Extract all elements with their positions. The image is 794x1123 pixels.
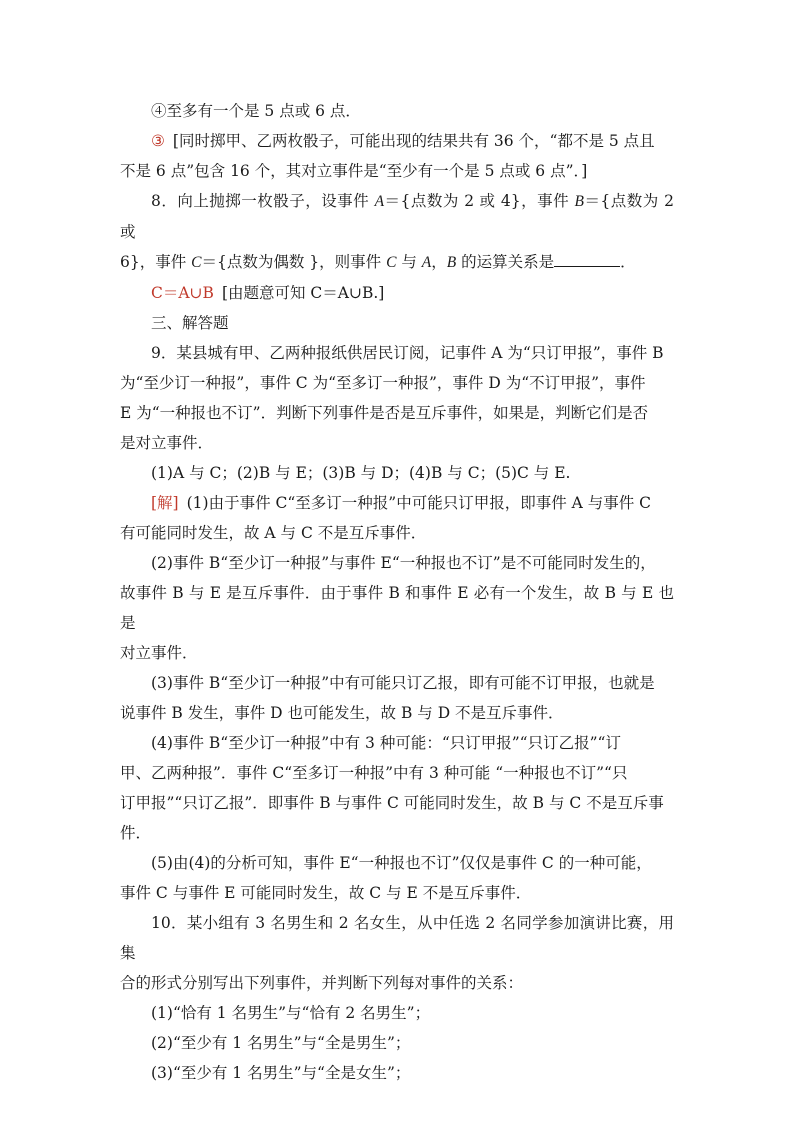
q10-line1: 10．某小组有 3 名男生和 2 名女生，从中任选 2 名同学参加演讲比赛，用集 xyxy=(120,914,674,962)
q8-explain: [由题意可知 C＝A∪B.] xyxy=(221,284,385,302)
q9-solution-4b: 甲、乙两种报”．事件 C“至多订一种报”中有 3 种可能 “一种报也不订”“只 xyxy=(120,764,628,782)
q9-solution-4c: 订甲报”“只订乙报”．即事件 B 与事件 C 可能同时发生，故 B 与 C 不是互斥事 xyxy=(120,794,664,812)
q9-solution-4a: (4)事件 B“至少订一种报”中有 3 种可能：“只订甲报”“只订乙报”“订 xyxy=(151,734,621,752)
q8-answer-blank xyxy=(554,248,620,267)
q8-text: 与 xyxy=(396,253,422,271)
q8-line1 xyxy=(120,186,674,247)
q8-text: ． xyxy=(620,253,636,271)
solution-label: [解] xyxy=(151,494,179,512)
q9-solution-1 xyxy=(120,488,674,518)
q9-solution-3a: (3)事件 B“至少订一种报”中有可能只订乙报，即有可能不订甲报，也就是 xyxy=(151,674,655,692)
q8-text: 8．向上抛掷一枚骰子，设事件 xyxy=(151,192,375,210)
q9-solution-2b: 故事件 B 与 E 是互斥事件．由于事件 B 和事件 E 必有一个发生，故 B 与 E 也是 xyxy=(120,584,674,632)
solution-text: (1)由于事件 C“至多订一种报”中可能只订甲报，即事件 A 与事件 C xyxy=(186,494,652,512)
q9-solution-3b: 说事件 B 发生，事件 D 也可能发生，故 B 与 D 不是互斥事件． xyxy=(120,704,564,722)
q8-answer: C＝A∪B xyxy=(151,284,214,302)
q9-solution-4d: 件． xyxy=(120,824,152,842)
q7-answer: ③ xyxy=(151,132,165,150)
q10-line2: 合的形式分别写出下列事件，并判断下列每对事件的关系： xyxy=(120,974,524,992)
page-content xyxy=(120,96,674,1088)
q8-text: ＝{点数为 2 或 xyxy=(120,192,675,241)
q8-var: B xyxy=(446,254,457,271)
q8-text: ＝{点数为 2 或 4}，事件 xyxy=(384,192,575,210)
q7-item4: ④至多有一个是 5 点或 6 点． xyxy=(151,102,361,120)
q9-solution-5a: (5)由(4)的分析可知，事件 E“一种报也不订”仅仅是事件 C 的一种可能， xyxy=(151,854,652,872)
q9-parts: (1)A 与 C；(2)B 与 E；(3)B 与 D；(4)B 与 C；(5)C 与 E. xyxy=(151,464,571,482)
q8-var: C xyxy=(191,254,202,271)
q7-explain-1: [同时掷甲、乙两枚骰子，可能出现的结果共有 36 个，“都不是 5 点且 xyxy=(172,132,655,150)
q9-line2: 为“至少订一种报”，事件 C 为“至多订一种报”，事件 D 为“不订甲报”，事件 xyxy=(120,374,646,392)
q9-line1: 9．某县城有甲、乙两种报纸供居民订阅，记事件 A 为“只订甲报”，事件 B xyxy=(151,344,664,362)
q8-var: C xyxy=(386,254,397,271)
q9-solution-2a: (2)事件 B“至少订一种报”与事件 E“一种报也不订”是不可能同时发生的， xyxy=(151,554,656,572)
q8-var: A xyxy=(421,254,432,271)
q10-part2: (2)“至少有 1 名男生”与“全是男生”； xyxy=(151,1034,411,1052)
q9-solution-5b: 事件 C 与事件 E 可能同时发生，故 C 与 E 不是互斥事件． xyxy=(120,884,532,902)
q8-text: 6}，事件 xyxy=(120,253,192,271)
q9-solution-1b: 有可能同时发生，故 A 与 C 不是互斥事件． xyxy=(120,524,427,542)
q9-solution-2c: 对立事件． xyxy=(120,644,198,662)
q7-answer-line xyxy=(120,126,674,156)
q8-text: ＝{点数为偶数 }，则事件 xyxy=(201,253,387,271)
q8-line2 xyxy=(120,247,674,278)
q8-text: 的运算关系是 xyxy=(456,253,555,271)
q8-var: B xyxy=(574,193,584,210)
q9-line3: E 为“一种报也不订”．判断下列事件是否是互斥事件，如果是，判断它们是否 xyxy=(120,404,649,422)
q8-var: A xyxy=(374,193,385,210)
q10-part1: (1)“恰有 1 名男生”与“恰有 2 名男生”； xyxy=(151,1004,431,1022)
q7-explain-2: 不是 6 点”包含 16 个，其对立事件是“至少有一个是 5 点或 6 点”．] xyxy=(120,162,588,180)
q9-line4: 是对立事件． xyxy=(120,434,214,452)
q8-text: ， xyxy=(431,253,447,271)
section-heading: 三、解答题 xyxy=(151,314,229,332)
q10-part3: (3)“至少有 1 名男生”与“全是女生”； xyxy=(151,1064,411,1082)
q8-answer-line xyxy=(120,278,674,308)
